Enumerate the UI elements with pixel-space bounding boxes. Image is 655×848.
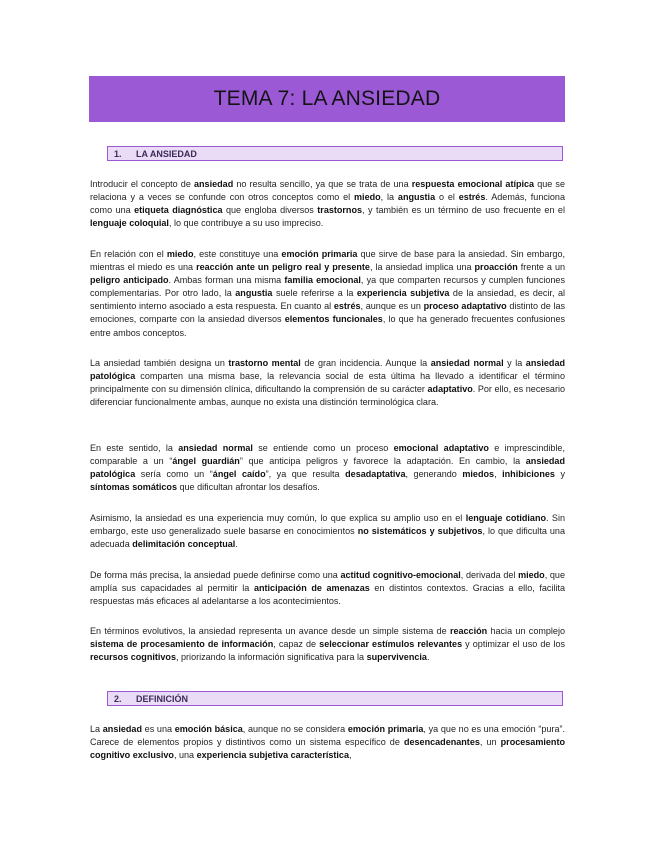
section-number: 2.: [114, 693, 122, 704]
text-run: . Además, funciona como una: [90, 192, 565, 216]
text-run: La ansiedad también designa un: [90, 358, 229, 368]
section-title: LA ANSIEDAD: [136, 148, 197, 159]
text-run: La: [90, 724, 103, 734]
text-run: o el: [435, 192, 459, 203]
text-run: de la ansiedad, es decir, al sentimiento interno asociado a esta respuesta. En cuanto al: [90, 288, 566, 312]
paragraph: [90, 723, 565, 762]
text-run: no resulta sencillo, ya que se trata de una: [233, 179, 412, 189]
bold-term: lenguaje cotidiano: [465, 513, 547, 523]
bold-term: procesamiento cognitivo exclusivo: [90, 737, 565, 761]
paragraph: [90, 442, 565, 494]
bold-term: proacción: [474, 262, 518, 273]
text-run: hacia un complejo: [487, 626, 565, 636]
text-run: frente a un: [517, 262, 566, 273]
text-run: ,: [494, 469, 503, 480]
bold-term: supervivencia: [366, 652, 427, 663]
bold-term: ángel caído: [212, 469, 266, 480]
paragraph: [90, 357, 565, 409]
bold-term: emocional adaptativo: [393, 443, 489, 453]
text-run: , ya que no es una emoción “pura”. Carece de elementos propios y distintivos como un sistema específico de: [90, 724, 565, 748]
text-run: En relación con el: [90, 249, 167, 259]
text-run: , una: [173, 750, 197, 761]
bold-term: lenguaje coloquial: [90, 218, 169, 229]
bold-term: reacción ante un peligro real y presente: [196, 262, 370, 273]
bold-term: miedo: [518, 570, 545, 580]
bold-term: actitud cognitivo-emocional: [340, 570, 461, 580]
text-run: . Por ello, es necesario diferenciar funcionalmente ambas, aunque no exista una distinción terminológica clara.: [90, 384, 566, 408]
text-run: y la: [503, 358, 526, 368]
paragraph: [90, 178, 565, 230]
text-run: en distintos contextos. Gracias a ello, facilita respuestas más eficaces al adelantarse a los acontecimientos.: [90, 583, 565, 607]
text-run: En este sentido, la: [90, 443, 179, 453]
text-run: de gran incidencia. Aunque la: [300, 358, 431, 368]
bold-term: desadaptativa: [345, 469, 406, 480]
bold-term: ansiedad patológica: [90, 456, 565, 480]
bold-term: ángel guardián: [172, 456, 240, 467]
text-run: comparten una misma base, la relevancia social de esta última ha llevado a identificar el término principalmente con su dimensión clínica, dificultando la comprensión de su carácter: [90, 371, 565, 395]
text-run: que sirve de base para la ansiedad. Sin embargo, mientras el miedo es una: [90, 249, 565, 273]
bold-term: no sistemáticos y subjetivos: [357, 526, 483, 537]
bold-term: angustia: [235, 288, 273, 299]
bold-term: trastorno mental: [228, 358, 301, 368]
text-run: , lo que contribuye a su uso impreciso.: [168, 218, 324, 229]
bold-term: angustia: [397, 192, 436, 203]
text-run: ” que anticipa peligros y favorece la adaptación. En cambio, la: [239, 456, 526, 467]
paragraph: [90, 512, 565, 551]
page-title: TEMA 7: LA ANSIEDAD: [213, 87, 441, 110]
text-run: , capaz de: [273, 639, 320, 650]
bold-term: reacción: [449, 626, 488, 636]
bold-term: emoción primaria: [347, 724, 424, 734]
text-run: distinto de las emociones, comparte con la ansiedad diversos: [90, 301, 566, 325]
bold-term: sistema de procesamiento de información: [90, 639, 274, 650]
section-number: 1.: [114, 148, 122, 159]
bold-term: síntomas somáticos: [90, 482, 177, 493]
text-run: , lo que dificulta una adecuada: [90, 526, 565, 550]
text-run: . Ambas forman una misma: [168, 275, 285, 286]
text-run: que se relaciona y a veces se confunde con otros conceptos como el: [90, 179, 565, 203]
bold-term: trastornos: [317, 205, 363, 216]
bold-term: miedo: [354, 192, 381, 203]
bold-term: experiencia subjetiva: [356, 288, 450, 299]
text-run: y: [554, 469, 565, 480]
section-title: DEFINICIÓN: [136, 693, 189, 704]
text-run: , aunque es un: [360, 301, 424, 312]
text-run: , lo que ha generado frecuentes confusiones entre ambos conceptos.: [90, 314, 565, 338]
bold-term: adaptativo: [427, 384, 473, 395]
text-run: es una: [141, 724, 175, 734]
text-run: De forma más precisa, la ansiedad puede definirse como una: [90, 570, 341, 580]
bold-term: desencadenantes: [403, 737, 480, 748]
text-run: y optimizar el uso de los: [462, 639, 566, 650]
bold-term: emoción primaria: [281, 249, 358, 259]
text-run: . Sin embargo, este uso generalizado suele basarse en conocimientos: [90, 513, 566, 537]
bold-term: recursos cognitivos: [90, 652, 176, 663]
text-run: , este constituye una: [193, 249, 282, 259]
bold-term: respuesta emocional atípica: [411, 179, 535, 189]
text-run: Asimismo, la ansiedad es una experiencia muy común, lo que explica su amplio uso en el: [90, 513, 466, 523]
text-run: ,: [349, 750, 352, 761]
bold-term: etiqueta diagnóstica: [134, 205, 223, 216]
bold-term: proceso adaptativo: [423, 301, 507, 312]
text-run: , ya que comparten recursos y cumplen funciones complementarias. Por otro lado, la: [90, 275, 565, 299]
bold-term: ansiedad normal: [430, 358, 504, 368]
text-run: que engloba diversos: [222, 205, 318, 216]
bold-term: estrés: [458, 192, 486, 203]
bold-term: ansiedad: [194, 179, 234, 189]
text-run: .: [426, 652, 430, 663]
bold-term: experiencia subjetiva característica: [196, 750, 349, 761]
text-run: ”, ya que resulta: [265, 469, 346, 480]
text-run: se entiende como un proceso: [252, 443, 394, 453]
bold-term: inhibiciones: [502, 469, 555, 480]
text-run: suele referirse a la: [272, 288, 357, 299]
text-run: , y también es un término de uso frecuente en el: [362, 205, 565, 216]
text-run: sería como un “: [135, 469, 213, 480]
bold-term: delimitación conceptual: [132, 539, 236, 550]
bold-term: ansiedad normal: [178, 443, 253, 453]
text-run: , generando: [405, 469, 463, 480]
bold-term: seleccionar estímulos relevantes: [319, 639, 463, 650]
text-run: e imprescindible, comparable a un “: [90, 443, 565, 467]
text-run: , que amplía sus capacidades al permitir la: [90, 570, 565, 594]
text-run: , derivada del: [460, 570, 519, 580]
bold-term: estrés: [333, 301, 361, 312]
text-run: En términos evolutivos, la ansiedad representa un avance desde un simple sistema de: [90, 626, 450, 636]
text-run: , aunque no se considera: [242, 724, 348, 734]
text-run: , la ansiedad implica una: [369, 262, 475, 273]
title-banner: [89, 76, 565, 122]
bold-term: peligro anticipado: [90, 275, 169, 286]
text-run: .: [235, 539, 238, 550]
text-run: , un: [479, 737, 501, 748]
bold-term: ansiedad patológica: [90, 358, 565, 382]
text-run: , la: [380, 192, 398, 203]
bold-term: ansiedad: [102, 724, 142, 734]
section-heading-2: [107, 691, 563, 706]
paragraph: [90, 569, 565, 608]
paragraph: [90, 625, 565, 664]
bold-term: miedos: [462, 469, 495, 480]
text-run: que dificultan afrontar los desafíos.: [176, 482, 320, 493]
bold-term: miedo: [166, 249, 194, 259]
bold-term: emoción básica: [174, 724, 243, 734]
bold-term: familia emocional: [284, 275, 361, 286]
section-heading-1: [107, 146, 563, 161]
text-run: Introducir el concepto de: [90, 179, 194, 189]
bold-term: elementos funcionales: [284, 314, 383, 325]
bold-term: anticipación de amenazas: [253, 583, 370, 594]
text-run: , priorizando la información significativa para la: [175, 652, 367, 663]
paragraph: [90, 248, 565, 340]
